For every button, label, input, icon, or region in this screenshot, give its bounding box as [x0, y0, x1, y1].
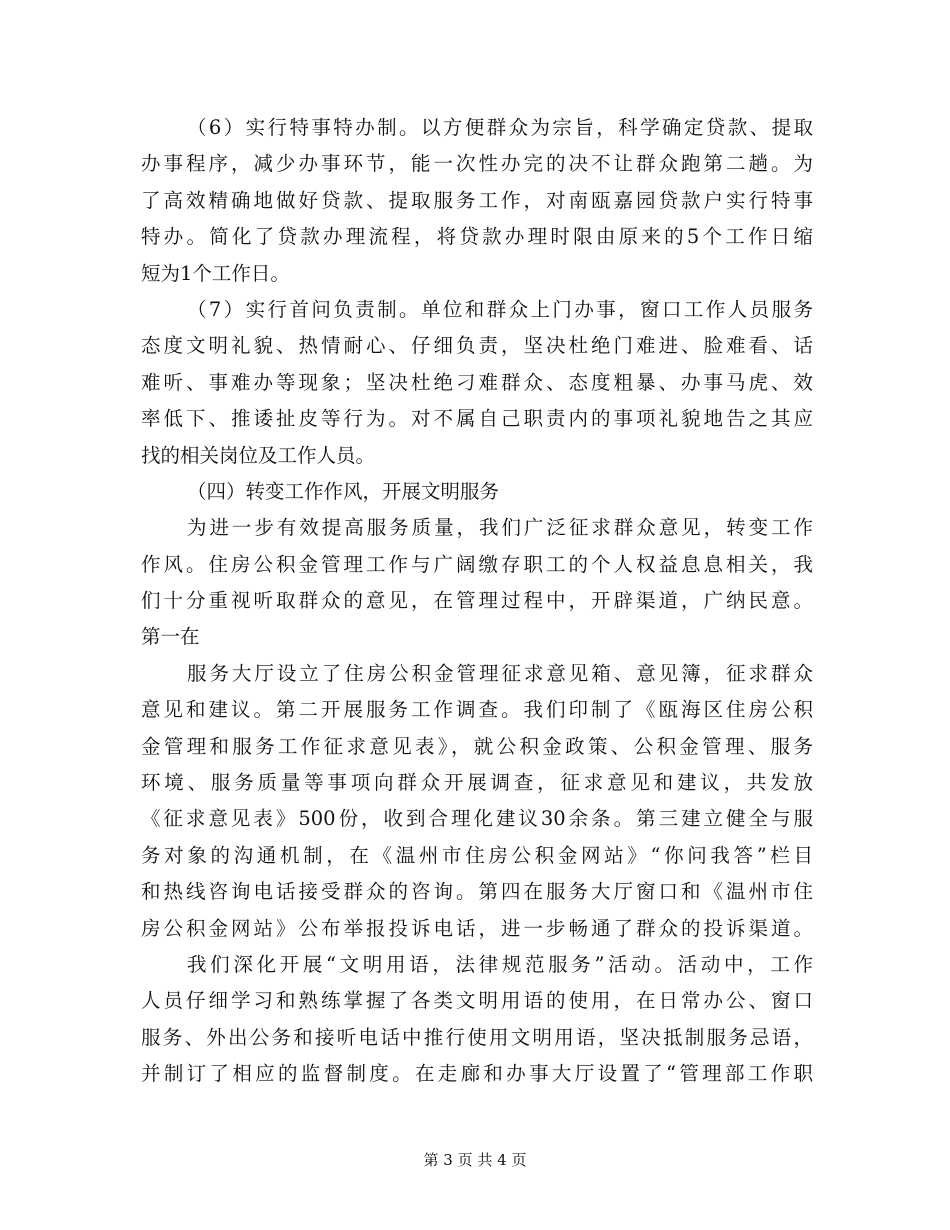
text-line: 金管理和服务工作征求意见表》，就公积金政策、公积金管理、服务	[141, 734, 813, 758]
text-line: 意见和建议。第二开展服务工作调查。我们印制了《瓯海区住房公积	[141, 698, 813, 722]
text-line: 难听、事难办等现象；坚决杜绝刁难群众、态度粗暴、办事马虎、效	[141, 370, 813, 394]
text-line: 和热线咨询电话接受群众的咨询。第四在服务大厅窗口和《温州市住	[141, 880, 813, 904]
text-line: 了高效精确地做好贷款、提取服务工作，对南瓯嘉园贷款户实行特事	[141, 188, 813, 212]
text-line: （四）转变工作作风，开展文明服务	[187, 479, 500, 503]
page-footer: 第 3 页 共 4 页	[423, 1151, 527, 1169]
text-line: 环境、服务质量等事项向群众开展调查，征求意见和建议，共发放	[141, 771, 813, 795]
text-line: 为进一步有效提高服务质量，我们广泛征求群众意见，转变工作	[187, 516, 813, 540]
text-line: 人员仔细学习和熟练掌握了各类文明用语的使用，在日常办公、窗口	[141, 989, 813, 1013]
text-line: 态度文明礼貌、热情耐心、仔细负责，坚决杜绝门难进、脸难看、话	[141, 334, 813, 358]
text-line: 服务、外出公务和接听电话中推行使用文明用语，坚决抵制服务忌语，	[141, 1025, 813, 1049]
text-line: 率低下、推诿扯皮等行为。对不属自己职责内的事项礼貌地告之其应	[141, 407, 813, 431]
text-line: 特办。简化了贷款办理流程，将贷款办理时限由原来的5个工作日缩	[141, 225, 813, 249]
text-line: 服务大厅设立了住房公积金管理征求意见箱、意见簿，征求群众	[187, 661, 813, 685]
text-line: 《征求意见表》500份，收到合理化建议30余条。第三建立健全与服	[141, 807, 813, 831]
text-line: （7）实行首问负责制。单位和群众上门办事，窗口工作人员服务	[187, 297, 813, 321]
text-line: （6）实行特事特办制。以方便群众为宗旨，科学确定贷款、提取	[187, 116, 813, 139]
text-line: 第一在	[141, 625, 200, 649]
text-line: 房公积金网站》公布举报投诉电话，进一步畅通了群众的投诉渠道。	[141, 916, 813, 940]
text-line: 我们深化开展“文明用语，法律规范服务”活动。活动中，工作	[187, 952, 813, 976]
text-line: 们十分重视听取群众的意见，在管理过程中，开辟渠道，广纳民意。	[141, 589, 813, 613]
text-line: 办事程序，减少办事环节，能一次性办完的决不让群众跑第二趟。为	[141, 152, 813, 176]
text-line: 并制订了相应的监督制度。在走廊和办事大厅设置了“管理部工作职	[141, 1062, 813, 1086]
text-line: 务对象的沟通机制，在《温州市住房公积金网站》“你问我答”栏目	[141, 843, 813, 867]
text-line: 找的相关岗位及工作人员。	[141, 443, 376, 467]
document-body	[141, 110, 813, 1093]
text-line: 短为1个工作日。	[141, 261, 290, 285]
text-line: 作风。住房公积金管理工作与广阔缴存职工的个人权益息息相关，我	[141, 552, 813, 576]
